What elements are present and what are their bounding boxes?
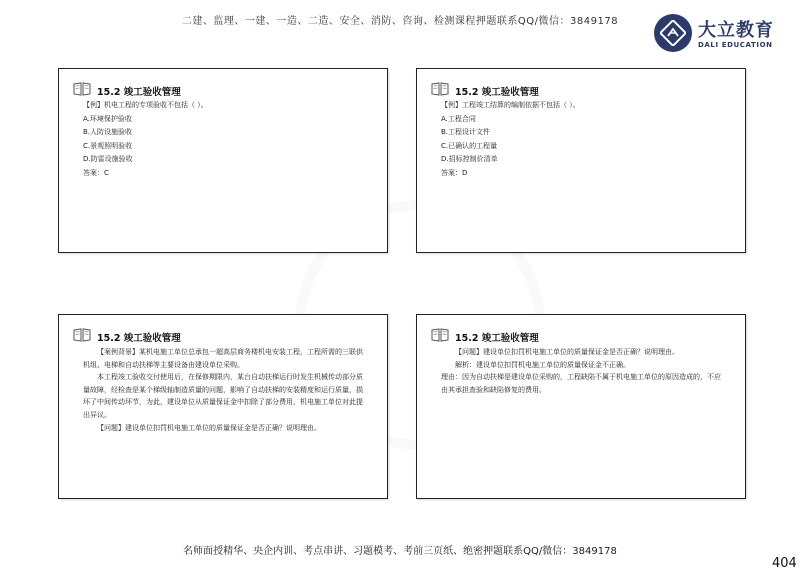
slide-title: 15.2 竣工验收管理 (97, 86, 181, 98)
slide-4 (416, 314, 746, 499)
answer-text: 答案：C (83, 168, 109, 177)
case-description-text: 本工程竣工验收交付使用后，在保修期限内，某台自动扶梯运行时发生机械传动部分质量故障，经检查是某个梯级轴制造质量的问题，影响了自动扶梯的安装精度和运行质量，损坏了中间传动环节，为此，建设单位从质量保证金中扣除了部分费用，机电施工单位对此提出异议。 (83, 373, 363, 419)
header-contact-text: 二建、监理、一建、一造、二造、安全、消防、咨询、检测课程押题联系QQ/微信：3849178 (181, 16, 619, 27)
analysis-text: 解析：建设单位扣罚机电施工单位的质量保证金不正确。 (455, 360, 630, 369)
logo-emblem-icon (654, 14, 692, 52)
book-icon (431, 327, 455, 346)
case-background-text: 【案例背景】某机电施工单位总承包一超高层商务楼机电安装工程，工程所需的三联供机组、电梯和自动扶梯等主要设备由建设单位采购。 (83, 348, 363, 369)
slide-body (441, 99, 727, 180)
case-question-text: 【问题】建设单位扣罚机电施工单位的质量保证金是否正确？说明理由。 (97, 423, 321, 432)
logo-name-en: DALI EDUCATION (698, 41, 773, 49)
reason-text: 理由：因为自动扶梯是建设单位采购的，工程缺陷不属于机电施工单位的原因造成的，不应由其承担查验和缺陷修复的费用。 (441, 373, 721, 394)
logo-name-cn: 大立教育 (698, 20, 774, 41)
answer-text: 答案：D (441, 168, 468, 177)
question-stem: 【例】工程竣工结算的编制依据不包括（ ）。 (441, 101, 580, 109)
slide-title: 15.2 竣工验收管理 (97, 332, 181, 344)
book-icon (73, 327, 97, 346)
slide-title: 15.2 竣工验收管理 (455, 86, 539, 98)
option-d: D.招标控制价清单 (441, 155, 498, 163)
option-b: B.人防设施验收 (83, 128, 133, 136)
slide-1 (58, 68, 388, 253)
slide-title: 15.2 竣工验收管理 (455, 332, 539, 344)
option-d: D.防雷设施验收 (83, 155, 133, 163)
slide-2 (416, 68, 746, 253)
option-c: C.已确认的工程量 (441, 141, 498, 150)
slide-3 (58, 314, 388, 499)
book-icon (73, 81, 97, 100)
page-number: 404 (772, 556, 797, 571)
book-icon (431, 81, 455, 100)
option-b: B.工程设计文件 (441, 128, 491, 136)
slide-body (83, 346, 369, 434)
option-a: A.环境保护验收 (83, 114, 132, 123)
question-text: 【问题】建设单位扣罚机电施工单位的质量保证金是否正确？说明理由。 (455, 348, 679, 356)
dali-education-logo (654, 14, 784, 58)
question-stem: 【例】机电工程的专项验收不包括（ ）。 (83, 101, 208, 109)
slide-body (441, 346, 727, 396)
slide-body (83, 99, 369, 180)
option-c: C.景观照明验收 (83, 141, 133, 150)
footer-contact-text: 名师面授精华、央企内训、考点串讲、习题模考、考前三页纸、绝密押题联系QQ/微信：3849178 (183, 546, 617, 557)
option-a: A.工程合同 (441, 114, 476, 123)
